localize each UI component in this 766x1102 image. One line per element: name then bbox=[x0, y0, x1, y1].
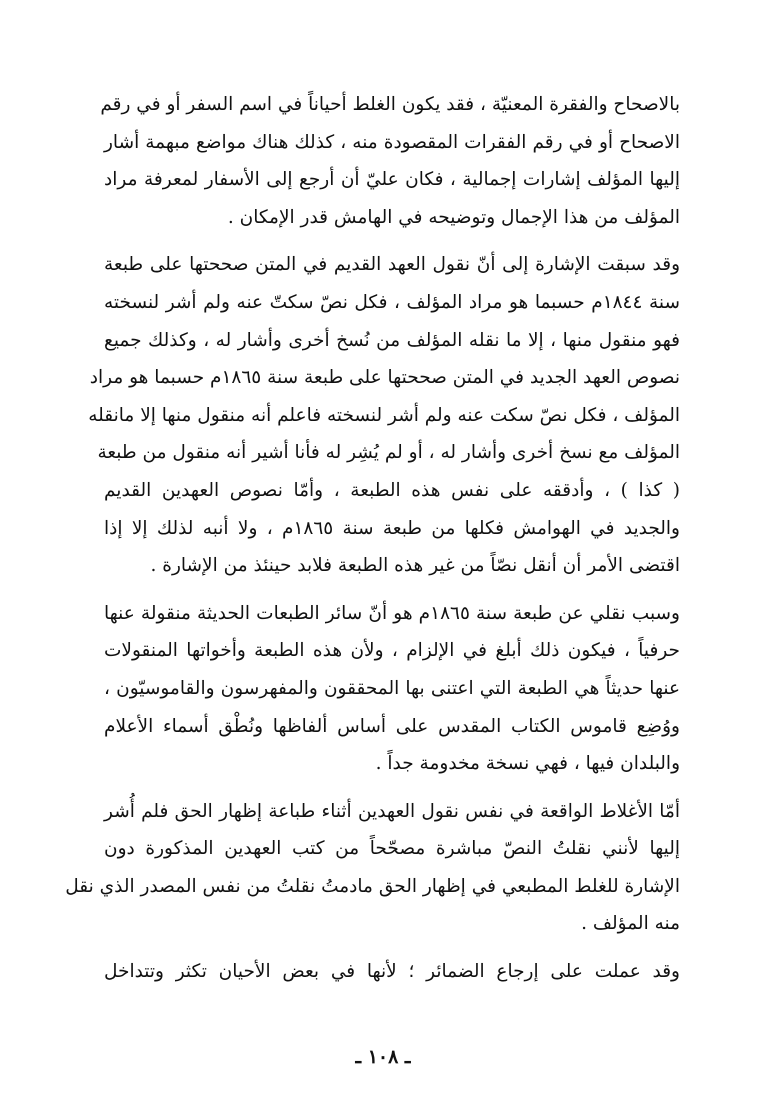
text-line: الإشارة للغلط المطبعي في إظهار الحق مادمتُ نقلتُ من نفس المصدر الذي نقل bbox=[65, 875, 680, 897]
text-line: عنها حديثاً هي الطبعة التي اعتنى بها المحققون والمفهرسون والقاموسيّون ، bbox=[104, 677, 680, 699]
text-line: ووُضِع قاموس الكتاب المقدس على أساس ألفاظها ونُطْق أسماء الأعلام bbox=[104, 715, 680, 737]
text-line: سنة ١٨٤٤م حسبما هو مراد المؤلف ، فكل نصّ سكتّ عنه ولم أشر لنسخته bbox=[104, 291, 680, 313]
text-line: والبلدان فيها ، فهي نسخة مخدومة جداً . bbox=[375, 753, 680, 775]
paragraph bbox=[104, 595, 680, 783]
text-line: حرفياً ، فيكون ذلك أبلغ في الإلزام ، ولأن هذه الطبعة وأخواتها المنقولات bbox=[104, 640, 680, 662]
text-line: المؤلف ، فكل نصّ سكت عنه ولم أشر لنسخته فاعلم أنه منقول منها إلا مانقله bbox=[88, 404, 680, 426]
text-line: أمّا الأغلاط الواقعة في نفس نقول العهدين أثناء طباعة إظهار الحق فلم أُشر bbox=[104, 800, 680, 822]
text-line: نصوص العهد الجديد في المتن صححتها على طبعة سنة ١٨٦٥م حسبما هو مراد bbox=[89, 367, 680, 389]
text-line: اقتضى الأمر أن أنقل نصّاً من غير هذه الطبعة فلابد حينئذ من الإشارة . bbox=[150, 555, 680, 577]
body-text bbox=[65, 86, 680, 1001]
text-line: المؤلف مع نسخ أخرى وأشار له ، أو لم يُشِر له فأنا أشير أنه منقول من طبعة bbox=[97, 442, 680, 464]
text-line: والجديد في الهوامش فكلها من طبعة سنة ١٨٦٥م ، ولا أنبه لذلك إلا إذا bbox=[104, 517, 680, 539]
text-line: ( كذا ) ، وأدققه على نفس هذه الطبعة ، وأمّا نصوص العهدين القديم bbox=[104, 479, 680, 501]
paragraph bbox=[88, 246, 680, 584]
text-line: وقد عملت على إرجاع الضمائر ؛ لأنها في بعض الأحيان تكثر وتتداخل bbox=[104, 961, 680, 983]
text-line: المؤلف من هذا الإجمال وتوضيحه في الهامش قدر الإمكان . bbox=[227, 206, 680, 228]
text-line: بالاصحاح والفقرة المعنيّة ، فقد يكون الغلط أحياناً في اسم السفر أو في رقم bbox=[100, 94, 680, 115]
text-line: منه المؤلف . bbox=[581, 913, 680, 935]
text-line: إليها المؤلف إشارات إجمالية ، فكان عليّ أن أرجع إلى الأسفار لمعرفة مراد bbox=[104, 169, 680, 191]
text-line: الاصحاح أو في رقم الفقرات المقصودة منه ، كذلك هناك مواضع مبهمة أشار bbox=[104, 131, 680, 153]
page-number: ـ ١٠٨ ـ bbox=[355, 1046, 411, 1068]
text-line: إليها لأنني نقلتُ النصّ مباشرة مصحّحاً من كتب العهدين المذكورة دون bbox=[104, 838, 680, 860]
paragraph bbox=[100, 86, 680, 236]
paragraph bbox=[65, 793, 680, 943]
text-line: وقد سبقت الإشارة إلى أنّ نقول العهد القديم في المتن صححتها على طبعة bbox=[104, 254, 680, 276]
text-line: فهو منقول منها ، إلا ما نقله المؤلف من نُسخ أخرى وأشار له ، وكذلك جميع bbox=[104, 329, 680, 351]
text-line: وسبب نقلي عن طبعة سنة ١٨٦٥م هو أنّ سائر الطبعات الحديثة منقولة عنها bbox=[104, 602, 680, 624]
paragraph bbox=[104, 953, 680, 991]
